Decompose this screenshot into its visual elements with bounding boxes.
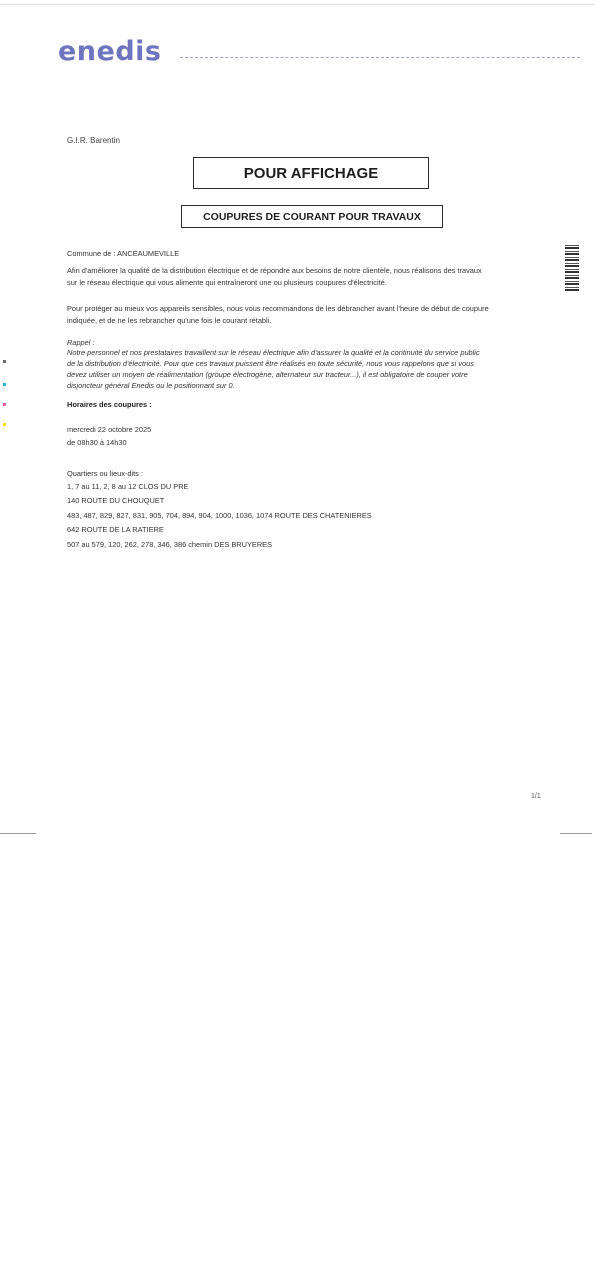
title-affichage: POUR AFFICHAGE bbox=[243, 164, 379, 182]
quartiers-title: Quartiers ou lieux-dits : bbox=[67, 469, 143, 478]
list-item: 642 ROUTE DE LA RATIERE bbox=[67, 525, 164, 534]
advice-line-1: Pour protéger au mieux vos appareils sensibles, nous vous recommandons de les débrancher avant l'heure de début de coupure bbox=[67, 304, 489, 313]
print-mark-yellow bbox=[3, 423, 6, 426]
title-coupures-box bbox=[181, 205, 443, 228]
rappel-line-2: de la distribution d'électricité. Pour que ces travaux puissent être réalisés en toute sécurité, nous vous rappelons que si vous bbox=[67, 359, 474, 368]
rappel-line-4: disjoncteur général Enedis ou le positionnant sur 0. bbox=[67, 381, 235, 390]
top-edge-line bbox=[0, 4, 595, 5]
schedule-date: mercredi 22 octobre 2025 bbox=[67, 425, 152, 434]
header-rule bbox=[180, 57, 580, 58]
print-mark-magenta bbox=[3, 403, 6, 406]
list-item: 483, 487, 829, 827, 831, 905, 704, 894, 904, 1000, 1036, 1074 ROUTE DES CHATENIERES bbox=[67, 511, 372, 520]
advice-paragraph bbox=[67, 303, 547, 327]
rappel-title: Rappel : bbox=[67, 338, 95, 347]
rappel-line-3: devez utiliser un moyen de réalimentation (groupe électrogène, alternateur sur tracteur...), il est obligatoire de couper votre bbox=[67, 370, 468, 379]
list-item: 1, 7 au 11, 2, 8 au 12 CLOS DU PRE bbox=[67, 482, 189, 491]
title-coupures: COUPURES DE COURANT POUR TRAVAUX bbox=[203, 210, 421, 223]
list-item: 507 au 579, 120, 262, 278, 346, 386 chemin DES BRUYERES bbox=[67, 540, 273, 549]
rappel-line-1: Notre personnel et nos prestataires travaillent sur le réseau électrique afin d'assurer la qualité et la continuité du service public bbox=[67, 348, 480, 357]
page-number: 1/1 bbox=[531, 793, 541, 800]
commune-line: Commune de : ANCEAUMEVILLE bbox=[67, 249, 180, 258]
intro-paragraph bbox=[67, 265, 547, 289]
bottom-edge-line-left bbox=[0, 833, 36, 834]
margin-reference bbox=[12, 590, 22, 680]
intro-line-2: sur le réseau électrique qui vous alimente qui entraîneront une ou plusieurs coupures d'électricité. bbox=[67, 278, 387, 287]
list-item: 140 ROUTE DU CHOUQUET bbox=[67, 496, 165, 505]
rappel-paragraph bbox=[67, 347, 547, 391]
advice-line-2: indiquée, et de ne les rebrancher qu'une fois le courant rétabli. bbox=[67, 316, 272, 325]
barcode-mark bbox=[565, 243, 579, 291]
intro-line-1: Afin d'améliorer la qualité de la distribution électrique et de répondre aux besoins de notre clientèle, nous réalisons des travaux bbox=[67, 266, 482, 275]
print-mark-cyan bbox=[3, 383, 6, 386]
enedis-logo: enedis bbox=[58, 36, 162, 67]
schedule-hours: de 08h30 à 14h30 bbox=[67, 438, 127, 447]
title-affichage-box bbox=[193, 157, 429, 189]
bottom-edge-line-right bbox=[560, 833, 592, 834]
print-mark-gray bbox=[3, 360, 6, 363]
schedule-title: Horaires des coupures : bbox=[67, 400, 152, 409]
sender-label: G.I.R. Barentin bbox=[67, 136, 120, 145]
